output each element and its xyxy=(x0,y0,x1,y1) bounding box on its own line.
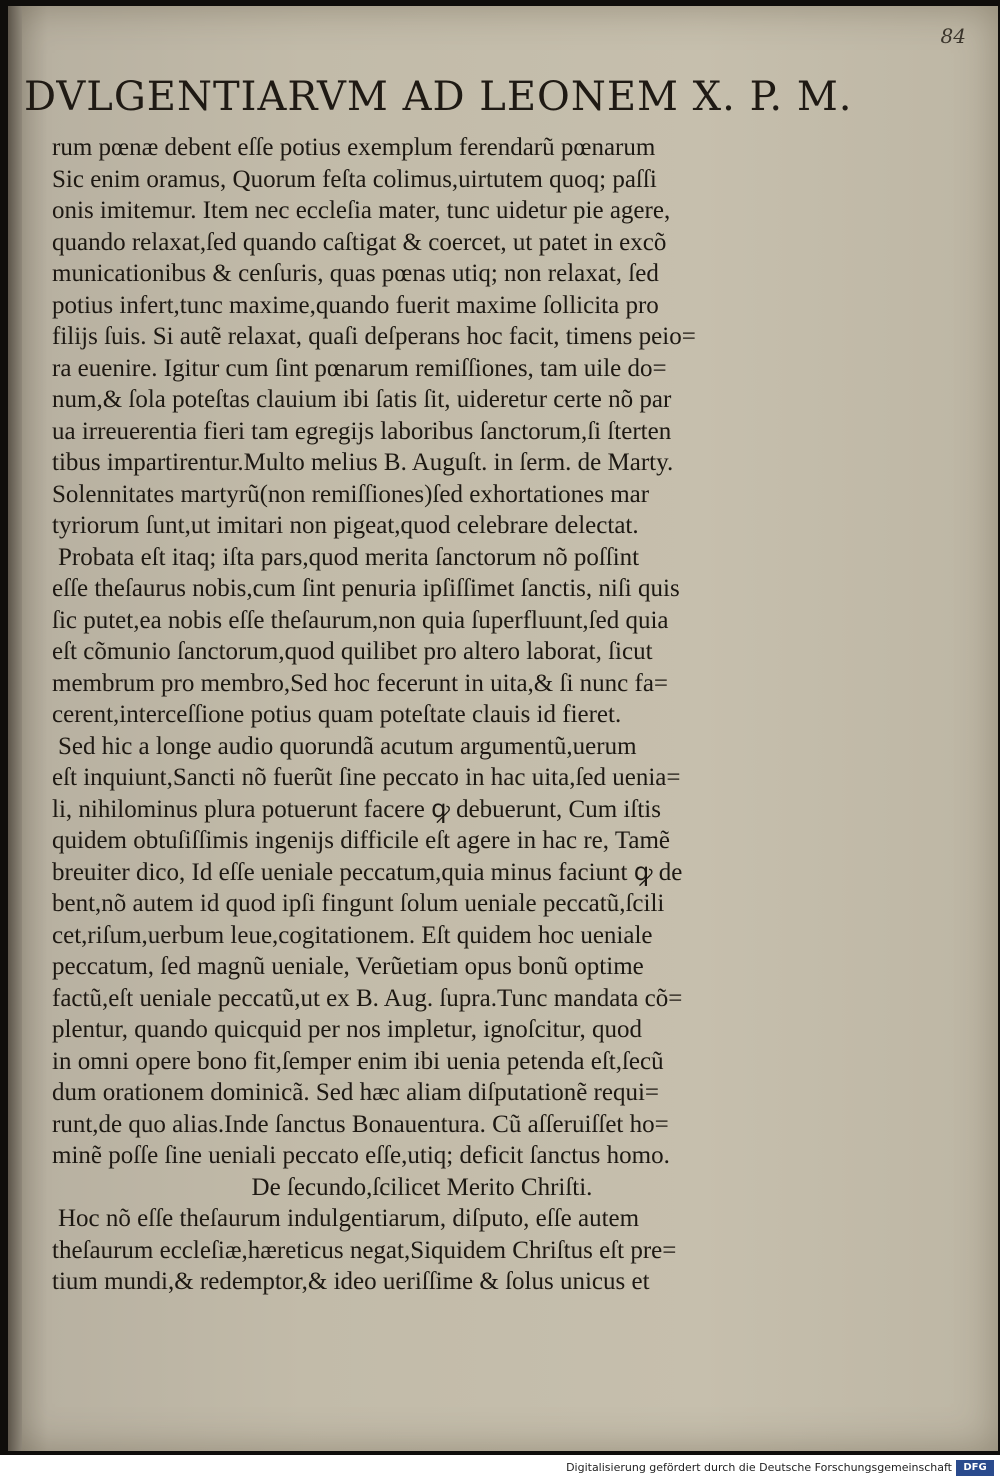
text-block xyxy=(52,132,792,1298)
text-line: filijs ſuis. Si autẽ relaxat, quaſi deſperans hoc facit, timens peio= xyxy=(52,323,696,350)
text-line: membrum pro membro,Sed hoc fecerunt in uita,& ſi nunc fa= xyxy=(52,669,669,697)
text-line: Sic enim oramus, Quorum feſta colimus,uirtutem quoq; paſſi xyxy=(52,165,657,193)
text-line: breuiter dico, Id eſſe ueniale peccatum,quia minus faciunt ꝙ de xyxy=(52,858,683,886)
text-line: peccatum, ſed magnũ ueniale, Verũetiam opus bonũ optime xyxy=(52,953,644,980)
text-line: num,& ſola poteſtas clauium ibi ſatis ſit, uideretur certe nõ par xyxy=(52,386,672,413)
running-head: DVLGENTIARVM AD LEONEM X. P. M. xyxy=(24,74,853,120)
text-line: municationibus & cenſuris, quas pœnas utiq; non relaxat, ſed xyxy=(52,260,659,287)
folio-number: 84 xyxy=(940,24,966,48)
text-line: plentur, quando quicquid per nos impletur, ignoſcitur, quod xyxy=(52,1016,642,1043)
text-line: minẽ poſſe ſine ueniali peccato eſſe,utiq; deficit ſanctus homo. xyxy=(52,1142,670,1169)
paragraph-start-line: Hoc nõ eſſe theſaurum indulgentiarum, diſputo, eſſe autem xyxy=(58,1205,640,1232)
section-heading: De ſecundo,ſcilicet Merito Chriſti. xyxy=(251,1173,593,1201)
text-line: potius infert,tunc maxime,quando fuerit maxime ſollicita pro xyxy=(52,291,659,319)
text-line: quidem obtuſiſſimis ingenijs difficile eſt agere in hac re, Tamẽ xyxy=(52,827,670,854)
text-line: cerent,interceſſione potius quam poteſtate clauis id fieret. xyxy=(52,701,622,728)
text-line: eſſe theſaurus nobis,cum ſint penuria ipſiſſimet ſanctis, niſi quis xyxy=(52,575,680,602)
text-line: ra euenire. Igitur cum ſint pœnarum remiſſiones, tam uile do= xyxy=(52,354,667,382)
text-line: li, nihilominus plura potuerunt facere ꝙ debuerunt, Cum iſtis xyxy=(52,795,661,823)
text-line: rum pœnæ debent eſſe potius exemplum ferendarũ pœnarum xyxy=(52,134,656,161)
text-line: theſaurum eccleſiæ,hæreticus negat,Siquidem Chriſtus eſt pre= xyxy=(52,1236,677,1264)
text-line: tium mundi,& redemptor,& ideo ueriſſime & ſolus unicus et xyxy=(52,1268,650,1295)
paragraph-start-line: Sed hic a longe audio quorundã acutum argumentũ,uerum xyxy=(58,732,637,760)
text-line: ua irreuerentia fieri tam egregijs laboribus ſanctorum,ſi ſterten xyxy=(52,417,672,445)
binding-edge xyxy=(8,6,22,1451)
text-line: eſt cõmunio ſanctorum,quod quilibet pro altero laborat, ſicut xyxy=(52,638,653,665)
text-line: tibus impartirentur.Multo melius B. Auguſt. in ſerm. de Marty. xyxy=(52,449,674,476)
paragraph-start-line: Probata eſt itaq; iſta pars,quod merita ſanctorum nõ poſſint xyxy=(58,543,640,571)
text-line: factũ,eſt ueniale peccatũ,ut ex B. Aug. ſupra.Tunc mandata cõ= xyxy=(52,984,683,1012)
text-line: Solennitates martyrũ(non remiſſiones)ſed exhortationes mar xyxy=(52,480,650,508)
text-line: tyriorum ſunt,ut imitari non pigeat,quod celebrare delectat. xyxy=(52,512,639,539)
funding-credit: Digitalisierung gefördert durch die Deutsche Forschungsgemeinschaft xyxy=(566,1461,952,1474)
text-line: dum orationem dominicã. Sed hæc aliam diſputationẽ requi= xyxy=(52,1079,660,1106)
text-line: onis imitemur. Item nec eccleſia mater, tunc uidetur pie agere, xyxy=(52,197,671,224)
text-line: ſic putet,ea nobis eſſe theſaurum,non quia ſuperfluunt,ſed quia xyxy=(52,606,669,634)
dfg-logo: DFG xyxy=(956,1460,994,1476)
text-line: cet,riſum,uerbum leue,cogitationem. Eſt quidem hoc ueniale xyxy=(52,921,653,949)
text-line: quando relaxat,ſed quando caſtigat & coercet, ut patet in excõ xyxy=(52,228,667,256)
text-line: runt,de quo alias.Inde ſanctus Bonauentura. Cũ aſſeruiſſet ho= xyxy=(52,1110,669,1138)
text-line: bent,nõ autem id quod ipſi fingunt ſolum ueniale peccatũ,ſcili xyxy=(52,890,665,917)
text-line: eſt inquiunt,Sancti nõ fuerũt ſine peccato in hac uita,ſed uenia= xyxy=(52,764,681,791)
text-line: in omni opere bono fit,ſemper enim ibi uenia petenda eſt,ſecũ xyxy=(52,1047,664,1075)
